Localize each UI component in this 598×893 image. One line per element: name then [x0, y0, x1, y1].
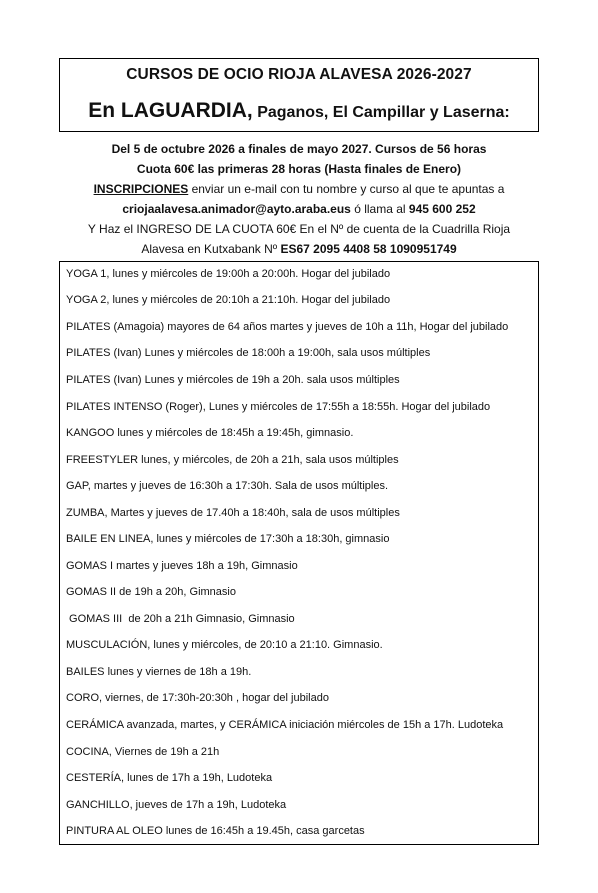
- header-box: [59, 58, 539, 132]
- course-item: GOMAS I martes y jueves 18h a 19h, Gimnasio: [66, 560, 298, 572]
- course-dates: Del 5 de octubre 2026 a finales de mayo 2027. Cursos de 56 horas: [111, 142, 487, 156]
- course-item: CORO, viernes, de 17:30h-20:30h , hogar del jubilado: [66, 692, 329, 704]
- bank-text: Alavesa en Kutxabank Nº: [141, 242, 281, 256]
- bank-account: ES67 2095 4408 58 1090951749: [280, 242, 457, 256]
- contact-phone: 945 600 252: [408, 202, 476, 216]
- course-item: GAP, martes y jueves de 16:30h a 17:30h. Sala de usos múltiples.: [66, 480, 389, 492]
- course-item: BAILE EN LINEA, lunes y miércoles de 17:30h a 18:30h, gimnasio: [66, 533, 390, 545]
- course-item: FREESTYLER lunes, y miércoles, de 20h a 21h, sala usos múltiples: [66, 454, 399, 466]
- course-item: PILATES (Ivan) Lunes y miércoles de 18:00h a 19:00h, sala usos múltiples: [66, 347, 431, 359]
- course-item: BAILES lunes y viernes de 18h a 19h.: [66, 666, 252, 678]
- contact-email[interactable]: criojaalavesa.animador@ayto.araba.eus: [122, 202, 351, 216]
- course-item: YOGA 1, lunes y miércoles de 19:00h a 20:00h. Hogar del jubilado: [66, 268, 391, 280]
- page-title: CURSOS DE OCIO RIOJA ALAVESA 2026-2027: [126, 66, 472, 83]
- contact-line: [59, 199, 539, 219]
- course-item: PILATES INTENSO (Roger), Lunes y miércoles de 17:55h a 18:55h. Hogar del jubilado: [66, 401, 491, 413]
- course-item: PINTURA AL OLEO lunes de 16:45h a 19.45h, casa garcetas: [66, 825, 365, 837]
- course-item: GANCHILLO, jueves de 17h a 19h, Ludoteka: [66, 799, 287, 811]
- payment-instructions: Y Haz el INGRESO DE LA CUOTA 60€ En el Nº de cuenta de la Cuadrilla Rioja: [87, 222, 511, 236]
- course-item: KANGOO lunes y miércoles de 18:45h a 19:45h, gimnasio.: [66, 427, 354, 439]
- bank-line: [59, 239, 539, 259]
- fee-text: Cuota 60€ las primeras 28 horas (Hasta finales de Enero): [136, 162, 462, 176]
- course-item: GOMAS II de 19h a 20h, Gimnasio: [66, 586, 236, 598]
- course-list: [59, 261, 539, 845]
- registration-label: INSCRIPCIONES: [93, 182, 189, 196]
- course-item: YOGA 2, lunes y miércoles de 20:10h a 21:10h. Hogar del jubilado: [66, 294, 391, 306]
- course-item: PILATES (Amagoia) mayores de 64 años martes y jueves de 10h a 11h, Hogar del jubilado: [66, 321, 509, 333]
- registration-info: [59, 139, 539, 259]
- course-item: PILATES (Ivan) Lunes y miércoles de 19h a 20h. sala usos múltiples: [66, 374, 400, 386]
- location-main: En LAGUARDIA,: [88, 99, 253, 122]
- course-item: ZUMBA, Martes y jueves de 17.40h a 18:40h, sala de usos múltiples: [66, 507, 400, 519]
- location-villages: Paganos, El Campillar y Laserna:: [252, 104, 510, 121]
- registration-line: [59, 179, 539, 199]
- course-item: MUSCULACIÓN, lunes y miércoles, de 20:10 a 21:10. Gimnasio.: [66, 639, 383, 651]
- course-item: CERÁMICA avanzada, martes, y CERÁMICA iniciación miércoles de 15h a 17h. Ludoteka: [66, 719, 504, 731]
- course-item: COCINA, Viernes de 19h a 21h: [66, 746, 220, 758]
- registration-instructions: enviar un e-mail con tu nombre y curso al que te apuntas a: [188, 182, 505, 196]
- course-item: GOMAS III de 20h a 21h Gimnasio, Gimnasio: [66, 613, 295, 625]
- course-item: CESTERÍA, lunes de 17h a 19h, Ludoteka: [66, 772, 273, 784]
- contact-connector: ó llama al: [350, 202, 409, 216]
- location-heading: [60, 99, 538, 123]
